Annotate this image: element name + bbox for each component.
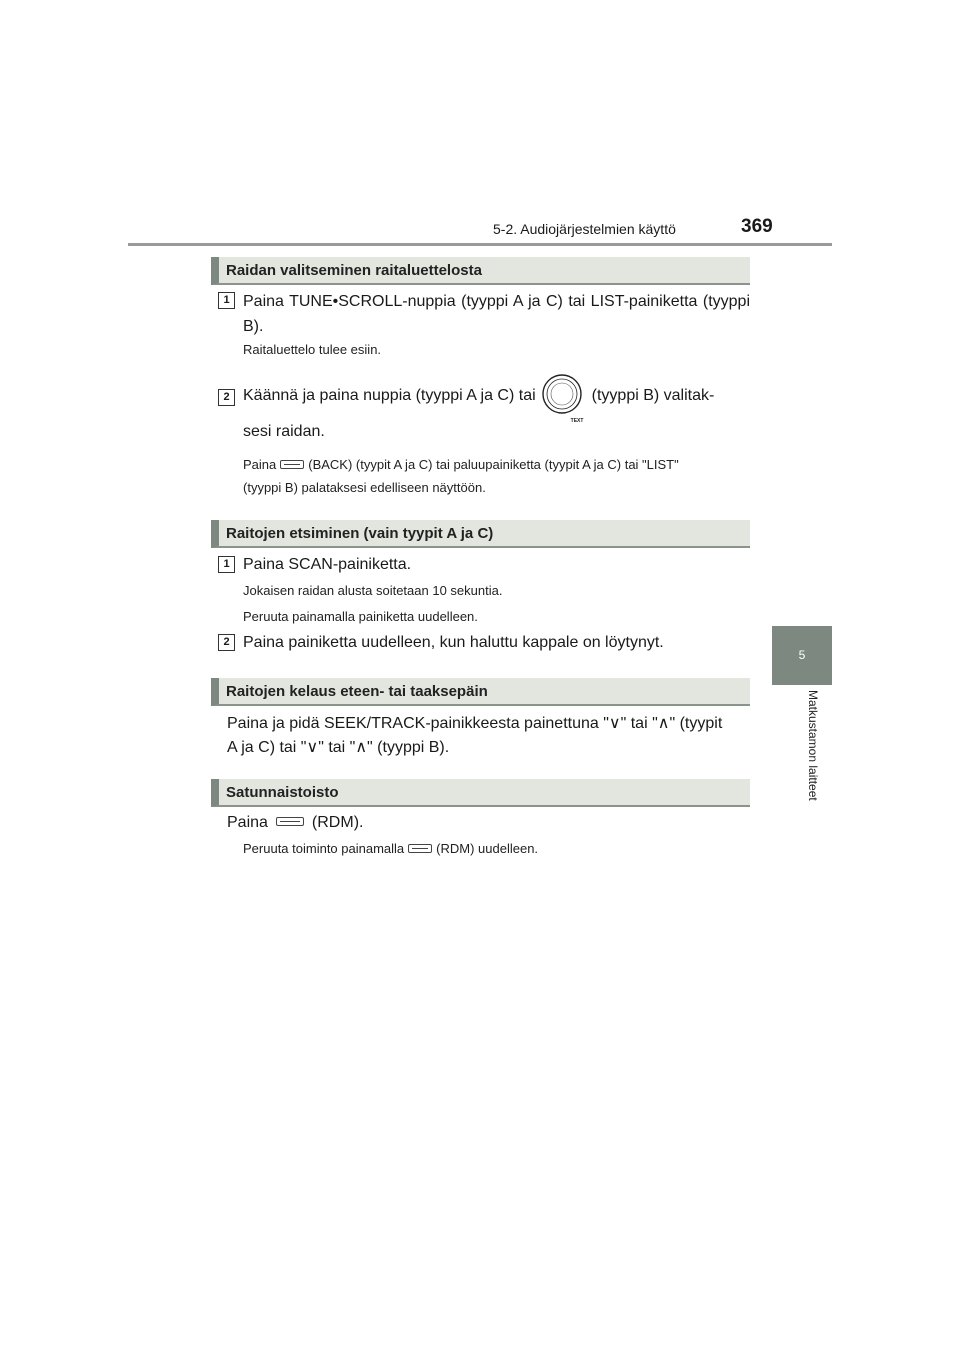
header-section-title: 5-2. Audiojärjestelmien käyttö	[493, 221, 676, 237]
section-heading-text: Satunnaistoisto	[226, 784, 339, 801]
step-text-part: Käännä ja paina nuppia (tyyppi A ja C) tai	[243, 387, 536, 405]
step-note: Raitaluettelo tulee esiin.	[243, 342, 382, 357]
button-icon	[276, 817, 304, 826]
header-rule	[128, 243, 832, 246]
step-number: 2	[218, 634, 235, 651]
step-text: Paina SCAN-painiketta.	[243, 556, 412, 573]
step-text: Paina TUNE•SCROLL-nuppia (tyyppi A ja C) tai LIST-painiketta (tyyppi B).	[243, 293, 750, 335]
body-text: A ja C) tai "∨" tai "∧" (tyyppi B).	[227, 739, 450, 756]
note-part: Paina	[243, 457, 277, 472]
chapter-label: Matkustamon laitteet	[806, 690, 820, 801]
step-text: sesi raidan.	[243, 423, 325, 440]
section-heading	[211, 520, 750, 548]
note-part: (BACK) (tyypit A ja C) tai paluupainiketta (tyypit A ja C) tai "LIST"	[308, 457, 679, 472]
section-heading-text: Raidan valitseminen raitaluettelosta	[226, 262, 482, 279]
body-text: Paina ja pidä SEEK/TRACK-painikkeesta painettuna "∨" tai "∧" (tyypit	[227, 715, 723, 732]
section-heading	[211, 257, 750, 285]
body-text-part: (RDM).	[311, 814, 364, 831]
chapter-tab: 5	[772, 626, 832, 685]
knob-label: TEXT	[570, 418, 584, 424]
step-text: Paina painiketta uudelleen, kun haluttu kappale on löytynyt.	[243, 634, 664, 651]
step-note	[243, 454, 753, 476]
step-note: Peruuta painamalla painiketta uudelleen.	[243, 609, 478, 624]
button-icon	[408, 844, 432, 853]
button-icon	[280, 460, 304, 469]
body-text-part: Paina	[227, 814, 268, 831]
step-note: Jokaisen raidan alusta soitetaan 10 sekuntia.	[243, 583, 503, 598]
note-part: (RDM) uudelleen.	[436, 841, 539, 856]
section-heading	[211, 779, 750, 807]
step-number: 2	[218, 389, 235, 406]
note-part: Peruuta toiminto painamalla	[243, 841, 405, 856]
step-number: 1	[218, 556, 235, 573]
step-note: (tyyppi B) palataksesi edelliseen näyttöön.	[243, 480, 486, 495]
step-text	[243, 374, 763, 424]
tune-knob-icon	[542, 374, 586, 424]
body-text	[227, 810, 363, 835]
section-heading-text: Raitojen etsiminen (vain tyypit A ja C)	[226, 525, 494, 542]
step-number: 1	[218, 292, 235, 309]
section-heading	[211, 678, 750, 706]
step-text-part: (tyyppi B) valitak-	[591, 387, 715, 405]
section-heading-text: Raitojen kelaus eteen- tai taaksepäin	[226, 683, 488, 700]
page-number: 369	[741, 216, 773, 237]
step-note	[243, 838, 538, 860]
